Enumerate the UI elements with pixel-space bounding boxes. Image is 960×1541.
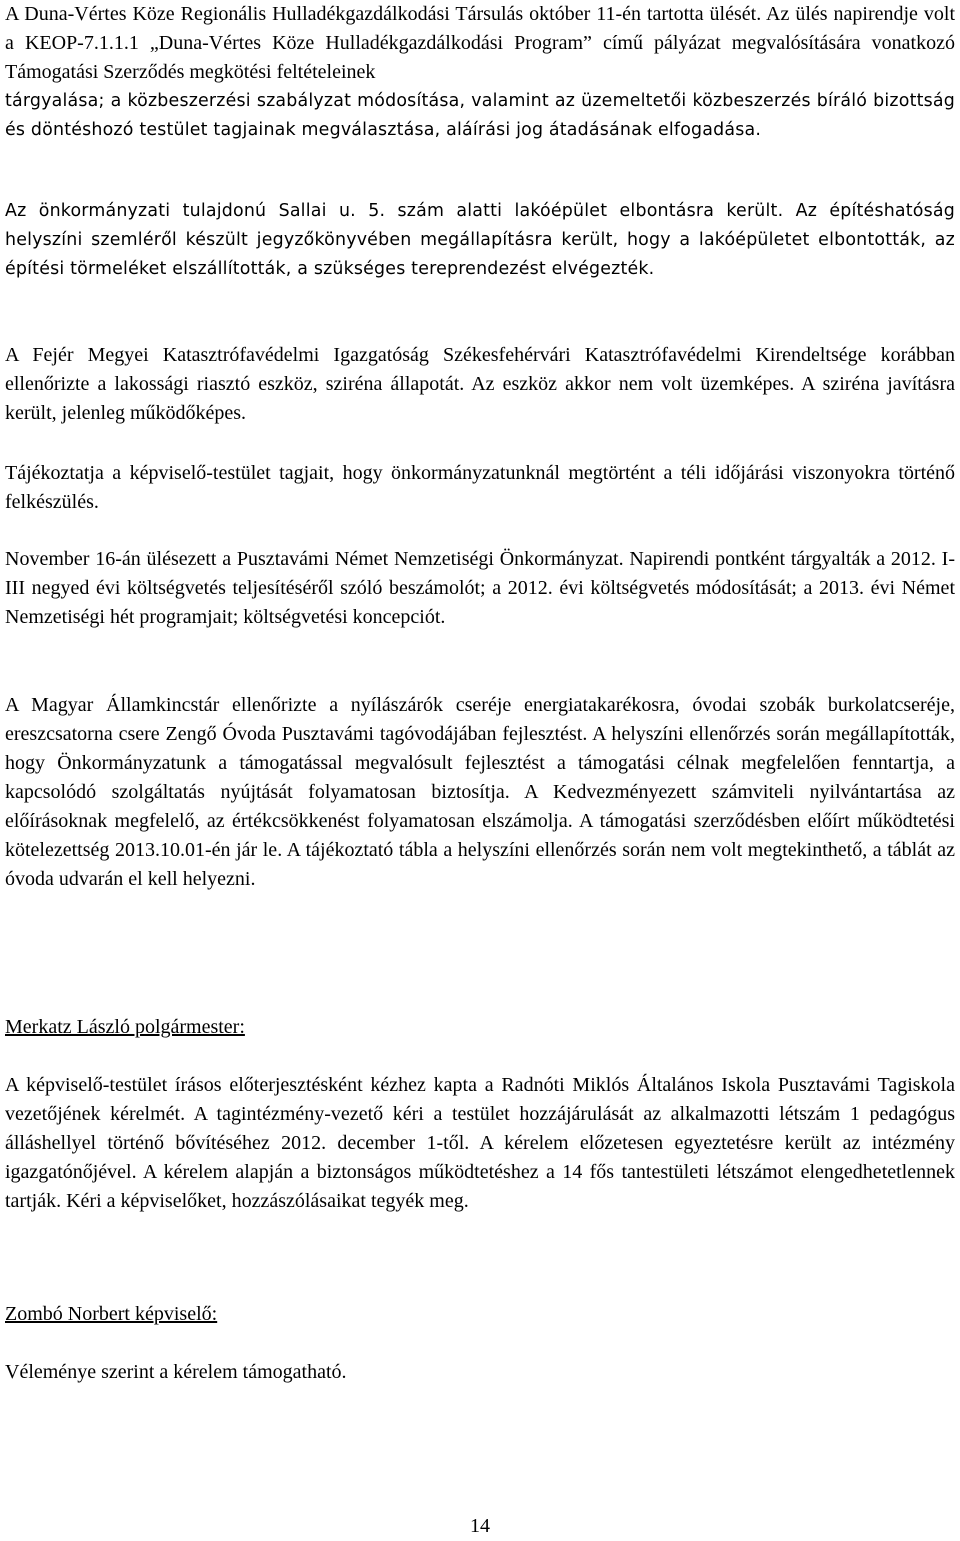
speaker-text-polgarmester: A képviselő-testület írásos előterjesztésként kézhez kapta a Radnóti Miklós Általános Iskola Pusztavámi Tagiskola vezetőjének kérelmét. A tagintézmény-vezető kéri a testület hozzájárulását az alkalmazotti létszám 1 pedagógus álláshellyel történő bővítéséhez 2012. december 1-től. A kérelem előzetesen egyeztetésre került az intézmény igazgatónőjével. A kérelem alapján a biztonságos működtetéshez a 14 fős tantestületi létszámot elengedhetetlennek tartják. Kéri a képviselőket, hozzászólásaikat tegyék meg.: [5, 1074, 955, 1212]
paragraph-tarsulas-napirend-folytatas: tárgyalása; a közbeszerzési szabályzat módosítása, valamint az üzemeltetői közbeszerzés bíráló bizottság és döntéshozó testület tagjainak megválasztása, aláírási jog átadásának elfogadása.: [5, 91, 955, 140]
paragraph-katasztrofavedelem-sziréna: A Fejér Megyei Katasztrófavédelmi Igazgatóság Székesfehérvári Katasztrófavédelmi Kirendeltsége korábban ellenőrizte a lakossági riasztó eszköz, sziréna állapotát. Az eszköz akkor nem volt üzemképes. A sziréna javításra került, jelenleg működőképes.: [5, 344, 955, 424]
paragraph-sallai-lakoepulet: Az önkormányzati tulajdonú Sallai u. 5. szám alatti lakóépület elbontásra került. Az építéshatóság helyszíni szemléről készült jegyzőkönyvében megállapításra került, hogy a lakóépületet elbontották, az építési törmeléket elszállították, a szükséges tereprendezést elvégezték.: [5, 201, 955, 279]
paragraph-allamkincstar-ellenorzes: A Magyar Államkincstár ellenőrizte a nyílászárók cseréje energiatakarékosra, óvodai szobák burkolatcseréje, ereszcsatorna csere Zengő Óvoda Pusztavámi tagóvodájában fejlesztést. A helyszíni ellenőrzés során megállapították, hogy Önkormányzatunk a támogatással megvalósult fejlesztést a támogatási célnak megfelelően fenntartja, a kapcsolódó szolgáltatás nyújtását folyamatosan biztosítja. A Kedvezményezett számviteli nyilvántartása az előírásoknak megfelelő, az értékcsökkenést folyamatosan elszámolja. A támogatási szerződésben előírt működtetési kötelezettség 2013.10.01-én jár le. A tájékoztató tábla a helyszíni ellenőrzés során nem volt megtekinthető, a táblát az óvoda udvarán el kell helyezni.: [5, 694, 955, 890]
paragraph-teli-felkeszules: Tájékoztatja a képviselő-testület tagjait, hogy önkormányzatunknál megtörtént a téli időjárási viszonyokra történő felkészülés.: [5, 462, 955, 513]
paragraph-tarsulas-ules: A Duna-Vértes Köze Regionális Hulladékgazdálkodási Társulás október 11-én tartotta ülését. Az ülés napirendje volt a KEOP-7.1.1.1 „Duna-Vértes Köze Hulladékgazdálkodási Program” című pályázat megvalósítására vonatkozó Támogatási Szerződés megkötési feltételeinek: [5, 3, 955, 83]
speaker-heading-kepviselo: Zombó Norbert képviselő:: [5, 1303, 218, 1325]
paragraph-nemzetisegi-onkormanyzat: November 16-án ülésezett a Pusztavámi Német Nemzetiségi Önkormányzat. Napirendi pontként tárgyalták a 2012. I-III negyed évi költségvetés teljesítéséről szóló beszámolót; a 2012. évi költségvetés módosítását; a 2013. évi Német Nemzetiségi hét programjait; költségvetési koncepciót.: [5, 548, 955, 628]
speaker-text-kepviselo: Véleménye szerint a kérelem támogatható.: [5, 1361, 347, 1383]
page-number: 14: [470, 1515, 490, 1537]
speaker-heading-polgarmester: Merkatz László polgármester:: [5, 1016, 245, 1038]
